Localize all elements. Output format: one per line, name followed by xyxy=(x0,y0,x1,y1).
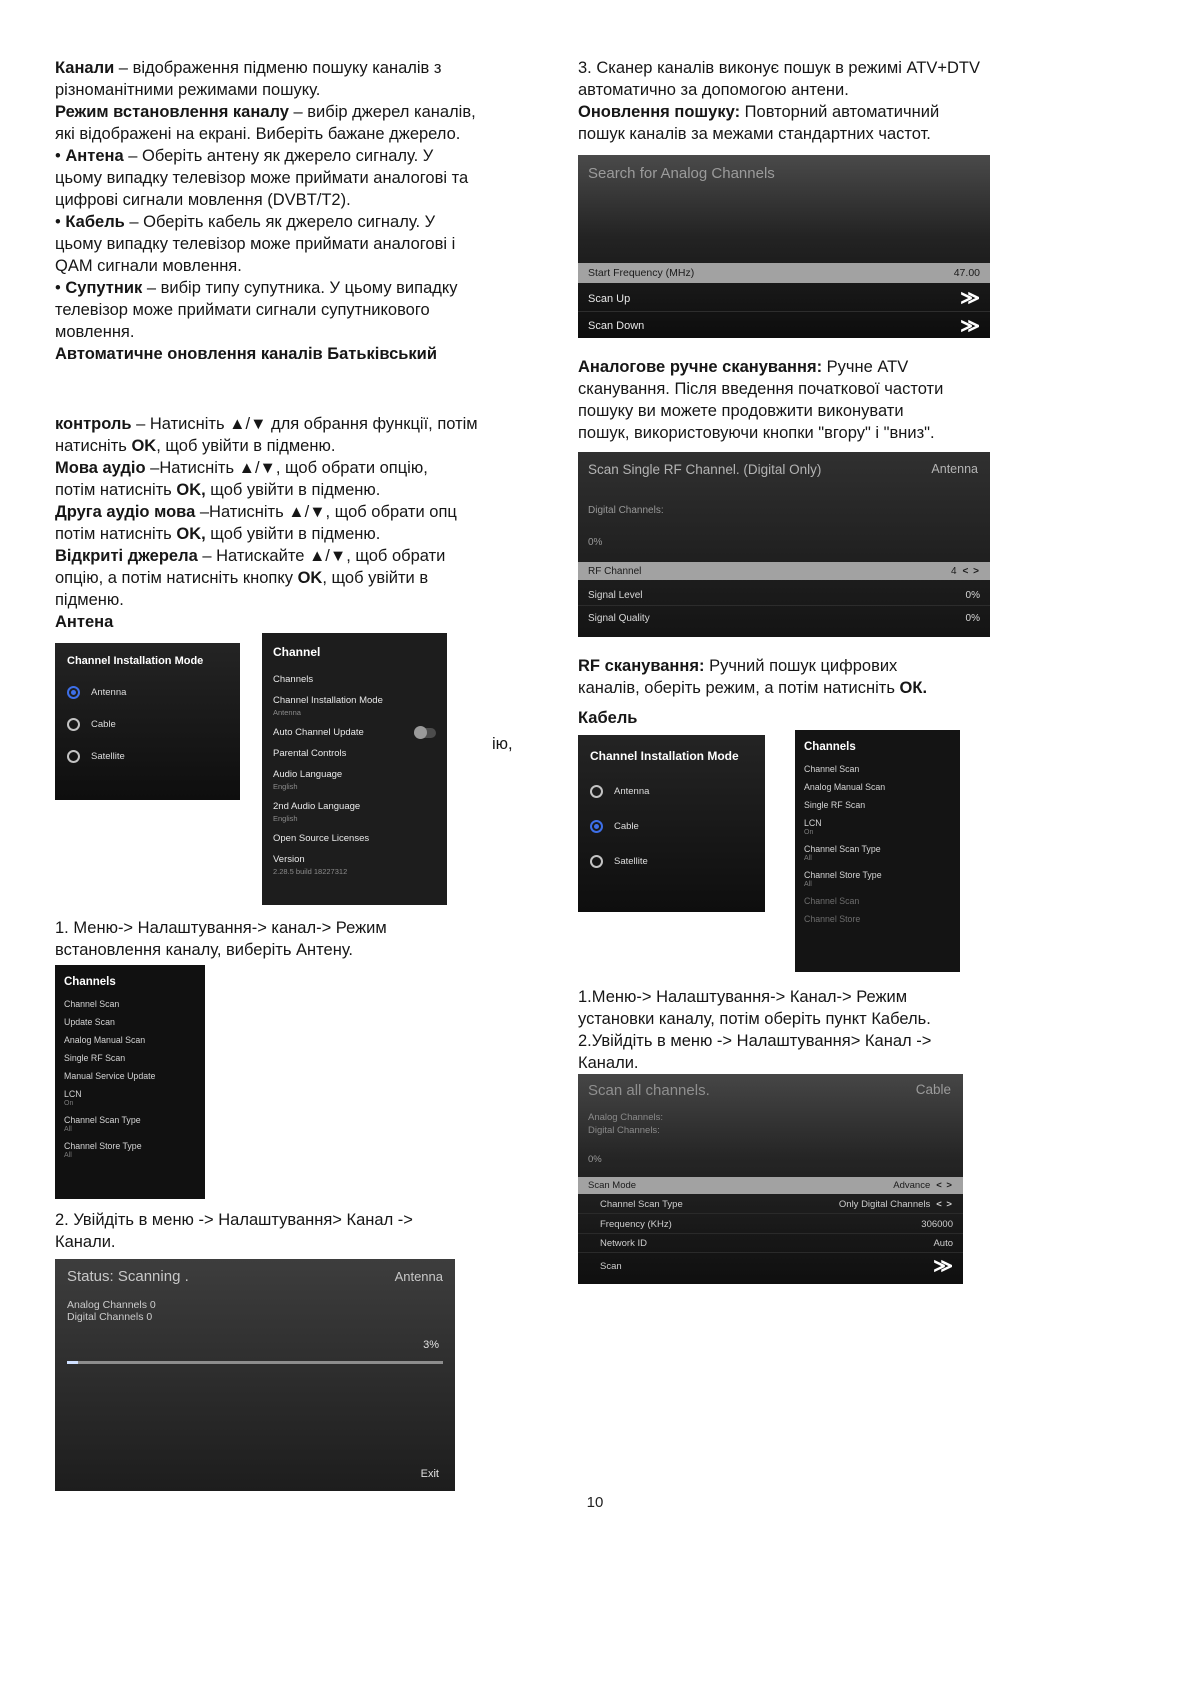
double-chevron-icon: ≫ xyxy=(960,288,980,309)
menu-item-value: On xyxy=(804,829,814,836)
menu-item-analog-manual-scan xyxy=(55,1031,205,1049)
paragraph-open-source: Відкриті джерела – Натискайте ▲/▼, щоб обрати опцію, а потім натисніть кнопку OK, щоб увійти в підменю. xyxy=(55,547,446,609)
menu-item-value: All xyxy=(64,1126,72,1133)
row-value xyxy=(893,1180,953,1191)
menu-item-version xyxy=(262,849,447,881)
menu-item-value: Antenna xyxy=(273,708,301,717)
menu-item-channel-installation-mode xyxy=(262,690,447,722)
menu-item-label: Analog Manual Scan xyxy=(64,1035,146,1045)
paragraph-auto-update: Автоматичне оновлення каналів Батьківський xyxy=(55,345,437,363)
menu-item-label: Parental Controls xyxy=(273,748,347,759)
paragraph-analog-manual-scan: Аналогове ручне сканування: Ручне ATV сканування. Після введення початкової частоти пошуку ви можете продовжити виконувати пошук, використовуючи кнопки "вгору" і "вниз". xyxy=(578,358,944,442)
radio-option-label: Antenna xyxy=(614,786,650,797)
caption-antenna-step1: 1. Меню-> Налаштування-> канал-> Режим встановлення каналу, виберіть Антену. xyxy=(55,919,387,959)
radio-icon xyxy=(590,785,603,798)
row-value: 0% xyxy=(965,613,980,624)
menu-item-label: Single RF Scan xyxy=(64,1053,126,1063)
menu-item-analog-manual-scan xyxy=(795,778,960,796)
menu-item-auto-channel-update xyxy=(262,722,447,743)
double-chevron-icon: ≫ xyxy=(933,1255,953,1277)
row-value xyxy=(951,566,980,577)
menu-item-parental-controls xyxy=(262,743,447,764)
progress-bar xyxy=(67,1361,443,1364)
paragraph-second-audio: Друга аудіо мова –Натисніть ▲/▼, щоб обрати опц потім натисніть OK, щоб увійти в підменю. xyxy=(55,503,457,543)
row-label: Start Frequency (MHz) xyxy=(588,267,695,279)
menu-item-label: Open Source Licenses xyxy=(273,833,370,844)
row-value: 0% xyxy=(965,589,980,601)
menu-item-channels xyxy=(262,669,447,690)
screenshot-channels-menu-cable xyxy=(795,730,960,972)
screen-title: Status: Scanning . xyxy=(67,1268,189,1285)
menu-item-single-rf-scan xyxy=(55,1049,205,1067)
menu-item-label: LCN xyxy=(804,818,822,828)
scan-percent: 0% xyxy=(588,537,603,548)
row-rf-channel xyxy=(578,562,990,580)
heading-cable: Кабель xyxy=(578,709,638,727)
screen-title: Channels xyxy=(64,976,116,988)
row-value xyxy=(839,1199,953,1210)
menu-item-channel-scan xyxy=(795,760,960,778)
paragraph-satellite-bullet: • Супутник – вибір типу супутника. У цьому випадку телевізор може приймати сигнали супутникового мовлення. xyxy=(55,279,458,341)
menu-item-value: 2.28.5 build 18227312 xyxy=(273,867,348,876)
scan-percent: 0% xyxy=(588,1154,602,1165)
row-label: RF Channel xyxy=(588,565,642,577)
caption-cable-step1: 1.Меню-> Налаштування-> Канал-> Режим установки каналу, потім оберіть пункт Кабель. xyxy=(578,988,931,1028)
menu-item-2nd-audio-language xyxy=(262,796,447,828)
menu-item-label: Single RF Scan xyxy=(804,800,866,810)
menu-item-channel-store-type xyxy=(795,866,960,892)
exit-button: Exit xyxy=(420,1468,439,1480)
radio-option-satellite xyxy=(67,750,228,763)
radio-option-cable xyxy=(67,718,228,731)
menu-item-label: Channel Scan xyxy=(804,764,860,774)
digital-channels-label: Digital Channels: xyxy=(588,1125,660,1136)
screen-title: Channel xyxy=(273,645,321,659)
row-label: Signal Level xyxy=(588,589,643,601)
source-label: Cable xyxy=(915,1082,951,1097)
paragraph-cable-bullet: • Кабель – Оберіть кабель як джерело сигналу. У цьому випадку телевізор може приймати аналогові і QAM сигнали мовлення. xyxy=(55,213,456,275)
menu-item-label: Audio Language xyxy=(273,769,343,780)
row-channel-scan-type xyxy=(578,1195,963,1214)
radio-icon xyxy=(67,718,80,731)
status-header xyxy=(67,1268,443,1285)
row-scan-mode xyxy=(578,1177,963,1194)
screenshot-status-scanning xyxy=(55,1259,455,1491)
screenshot-channel-installation-mode-cable xyxy=(578,735,765,912)
menu-item-label: Channel Scan xyxy=(64,999,120,1009)
row-label: Scan Down xyxy=(588,320,645,332)
menu-item-channel-scan-type xyxy=(795,840,960,866)
menu-item-channel-scan-type xyxy=(55,1111,205,1137)
source-label: Antenna xyxy=(931,462,978,476)
caption-antenna-step2: 2. Увійдіть в меню -> Налаштування> Канал -> Канали. xyxy=(55,1211,413,1251)
screenshot-channels-menu-antenna xyxy=(55,965,205,1199)
menu-item-label: Channels xyxy=(273,674,314,685)
screen-title: Channel Installation Mode xyxy=(590,749,739,763)
menu-item-lcn xyxy=(55,1085,205,1111)
digital-channels-count: Digital Channels 0 xyxy=(67,1311,153,1323)
analog-channels-count: Analog Channels 0 xyxy=(67,1299,156,1311)
antenna-screenshots-row xyxy=(55,633,563,905)
radio-option-label: Cable xyxy=(614,821,639,832)
digital-channels-label: Digital Channels: xyxy=(588,505,664,516)
paragraph-installation-mode: Режим встановлення каналу – вибір джерел каналів, які відображені на екрані. Виберіть бажане джерело. xyxy=(55,103,476,143)
paragraph-parental-control: контроль – Натисніть ▲/▼ для обрання функції, потім натисніть OK, щоб увійти в підменю. xyxy=(55,415,478,455)
row-label: Scan Mode xyxy=(588,1180,637,1191)
screen-title: Scan all channels. xyxy=(588,1082,710,1099)
row-value: 47.00 xyxy=(953,267,980,279)
menu-item-value: English xyxy=(273,782,298,791)
row-scan-down xyxy=(578,314,990,338)
screen-title: Channels xyxy=(804,741,856,753)
row-scan xyxy=(578,1253,963,1279)
left-right-arrows-icon: < > xyxy=(936,1180,953,1191)
scan-percent: 3% xyxy=(423,1339,439,1351)
menu-item-single-rf-scan xyxy=(795,796,960,814)
row-label: Network ID xyxy=(600,1237,647,1249)
source-label: Antenna xyxy=(394,1269,443,1284)
menu-item-label: Channel Store Type xyxy=(804,870,882,880)
screenshot-scan-single-rf-channel xyxy=(578,452,990,637)
menu-item-label: Auto Channel Update xyxy=(273,727,364,738)
menu-item-value: All xyxy=(64,1152,72,1159)
paragraph-scanner: 3. Сканер каналів виконує пошук в режимі ATV+DTV автоматично за допомогою антени. xyxy=(578,59,980,99)
radio-option-antenna xyxy=(67,686,228,699)
right-column xyxy=(578,57,1068,1284)
caption-cable-step2: 2.Увійдіть в меню -> Налаштування> Канал -> Канали. xyxy=(578,1032,932,1072)
menu-item-label: Analog Manual Scan xyxy=(804,782,886,792)
left-right-arrows-icon: < > xyxy=(962,565,980,577)
rf-channel-number: 4 xyxy=(950,565,957,577)
screen-title: Channel Installation Mode xyxy=(67,655,204,667)
row-label: Channel Scan Type xyxy=(600,1198,683,1210)
radio-option-satellite xyxy=(590,855,753,868)
paragraph-audio-language: Мова аудіо –Натисніть ▲/▼, щоб обрати опцію, потім натисніть OK, щоб увійти в підменю. xyxy=(55,459,428,499)
radio-option-label: Satellite xyxy=(91,751,125,762)
row-network-id xyxy=(578,1234,963,1253)
channel-scan-type-value: Only Digital Channels xyxy=(838,1198,931,1210)
left-column xyxy=(55,57,563,1491)
menu-item-faded xyxy=(795,892,960,910)
menu-item-label: Manual Service Update xyxy=(64,1071,156,1081)
row-label: Scan Up xyxy=(588,292,631,305)
radio-option-cable xyxy=(590,820,753,833)
stray-text-fragment: ію, xyxy=(492,735,513,753)
radio-option-label: Antenna xyxy=(91,687,127,698)
paragraph-antenna-bullet: • Антена – Оберіть антену як джерело сигналу. У цьому випадку телевізор може приймати аналогові та цифрові сигнали мовлення (DVBT/T2). xyxy=(55,147,469,209)
progress-fill xyxy=(67,1361,78,1364)
radio-option-label: Satellite xyxy=(614,856,648,867)
radio-icon xyxy=(67,750,80,763)
radio-option-antenna xyxy=(590,785,753,798)
cable-screenshots-row xyxy=(578,735,1068,972)
menu-item-channel-store-type xyxy=(55,1137,205,1163)
menu-item-label: 2nd Audio Language xyxy=(273,801,361,812)
menu-item-label: Channel Store xyxy=(804,914,861,924)
menu-item-label: Channel Scan xyxy=(804,896,860,906)
row-value: Auto xyxy=(933,1237,953,1249)
menu-item-open-source-licenses xyxy=(262,828,447,849)
analog-channels-label: Analog Channels: xyxy=(588,1112,663,1123)
menu-item-value: All xyxy=(804,855,812,862)
screenshot-channel-installation-mode-antenna xyxy=(55,643,240,800)
screenshot-scan-all-channels xyxy=(578,1074,963,1284)
paragraph-update-scan: Оновлення пошуку: Повторний автоматичний пошук каналів за межами стандартних частот. xyxy=(578,103,940,143)
menu-item-update-scan xyxy=(55,1013,205,1031)
row-signal-level xyxy=(578,585,990,606)
page-number: 10 xyxy=(586,1494,604,1511)
menu-item-value: On xyxy=(64,1100,74,1107)
screen-title: Scan Single RF Channel. (Digital Only) xyxy=(588,462,822,477)
menu-item-label: LCN xyxy=(64,1089,82,1099)
menu-item-label: Channel Scan Type xyxy=(804,844,881,854)
row-label: Frequency (KHz) xyxy=(600,1218,672,1230)
menu-item-channel-scan xyxy=(55,995,205,1013)
menu-item-manual-service-update xyxy=(55,1067,205,1085)
menu-item-faded xyxy=(795,910,960,928)
row-label: Signal Quality xyxy=(588,613,650,624)
radio-selected-icon xyxy=(67,686,80,699)
radio-icon xyxy=(590,855,603,868)
row-frequency xyxy=(578,1215,963,1234)
screenshot-search-analog-channels xyxy=(578,155,990,338)
row-scan-up xyxy=(578,286,990,312)
menu-item-label: Update Scan xyxy=(64,1017,115,1027)
menu-item-label: Version xyxy=(273,854,305,865)
paragraph-channels: Канали – відображення підменю пошуку каналів з різноманітними режимами пошуку. xyxy=(55,59,442,99)
screen-title: Search for Analog Channels xyxy=(588,165,775,182)
menu-item-value: All xyxy=(804,881,812,888)
left-right-arrows-icon: < > xyxy=(936,1198,953,1210)
screenshot-channel-menu xyxy=(262,633,447,905)
toggle-off-icon xyxy=(414,728,436,738)
row-value: 306000 xyxy=(921,1218,953,1230)
menu-item-label: Channel Installation Mode xyxy=(273,695,383,706)
radio-selected-icon xyxy=(590,820,603,833)
menu-item-label: Channel Store Type xyxy=(64,1141,142,1151)
scan-mode-value: Advance xyxy=(893,1180,931,1191)
radio-option-label: Cable xyxy=(91,719,116,730)
menu-item-lcn xyxy=(795,814,960,840)
menu-item-label: Channel Scan Type xyxy=(64,1115,141,1125)
row-label: Scan xyxy=(600,1260,622,1272)
paragraph-rf-scan: RF сканування: Ручний пошук цифрових каналів, оберіть режим, а потім натисніть ОК. xyxy=(578,657,928,697)
menu-item-audio-language xyxy=(262,764,447,796)
menu-item-value: English xyxy=(273,814,298,823)
row-start-frequency xyxy=(578,263,990,283)
heading-antenna: Антена xyxy=(55,613,114,631)
double-chevron-icon: ≫ xyxy=(960,315,980,337)
row-signal-quality xyxy=(578,608,990,629)
